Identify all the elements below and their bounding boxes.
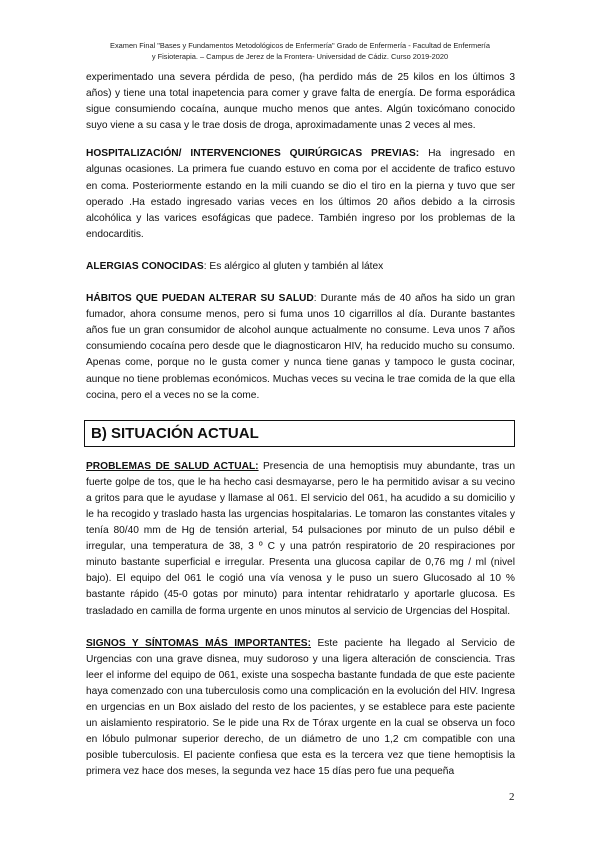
paragraph-problemas	[86, 459, 515, 620]
text-hospitalizacion: Ha ingresado en algunas ocasiones. La primera fue cuando estuvo en coma por el accidente de trafico estuvo en coma. Posteriormente estando en la mili cuando se dio el tiro en la pierna y tuvo que ser operado .Ha estado ingresado varias veces en los últimos 20 años debido a la cirrosis alcohólica y las varices esofágicas que padece. También ingreso por los problemas de la endocarditis.	[86, 148, 515, 240]
heading-alergias: ALERGIAS CONOCIDAS	[86, 260, 204, 272]
text-alergias: : Es alérgico al gluten y también al látex	[203, 260, 384, 272]
heading-hospitalizacion: HOSPITALIZACIÓN/ INTERVENCIONES QUIRÚRGICAS PREVIAS:	[86, 148, 420, 160]
paragraph-continuation: experimentado una severa pérdida de peso, (ha perdido más de 25 kilos en los últimos 3 años) y tiene una total inapetencia para comer y grave falta de energía. De forma esporádica sigue consumiendo cocaína, aunque mucho menos que antes. Algún toxicómano conocido suyo viene a su casa y le trae dosis de droga, aproximadamente unas 2 veces al mes.	[86, 72, 515, 132]
document-body	[86, 70, 515, 796]
header-line-2: y Fisioterapia. – Campus de Jerez de la Frontera- Universidad de Cádiz. Curso 2019-2020	[151, 52, 449, 61]
paragraph-signos	[86, 636, 515, 781]
paragraph-hospitalizacion	[86, 146, 515, 243]
text-problemas: Presencia de una hemoptisis muy abundante, tras un fuerte golpe de tos, que le ha hecho casi desmayarse, pero le ha permitido avisar a su vecino a gritos para que le ayudase y llamase al 061. El servicio del 061, ha acudido a su domicilio y le ha recogido y traslado hasta las urgencias hospitalarias. Le tomaron las constantes vitales y tenía 80/40 mm de Hg de tensión arterial, 54 pulsaciones por minuto de un pulso débil e irregular, una temperatura de 38, 3 º C y una patrón respiratorio de 20 respiraciones por minuto bastante superficial e irregular. Presenta una glucosa capilar de 0,76 mg / ml (nivel bajo). El equipo del 061 le cogió una vía venosa y le puso un suero Glucosado al 10 % bastante rápido (45-0 gotas por minuto) para intentar rehidratarlo y aportarle glucosa. Es trasladado en camilla de forma urgente en unos minutos al servicio de Urgencias del Hospital.	[86, 460, 515, 617]
page-number: 2	[509, 791, 515, 803]
text-habitos: : Durante más de 40 años ha sido un gran fumador, ahora consume menos, pero si fuma unos 10 cigarrillos al día. Durante bastantes años fue un gran consumidor de alcohol aunque actualmente no consume. Leva unos 7 años consumiendo cocaína pero desde que le diagnosticaron HIV, ha reducido mucho su consumo. Apenas come, porque no le gusta comer y nunca tiene ganas y tampoco le gusta cocinar, aunque no tiene problemas económicos. Muchas veces su vecina le trae comida de la que ella cocina, pero el a veces no se la come.	[86, 293, 515, 401]
header-line-1: Examen Final "Bases y Fundamentos Metodológicos de Enfermería" Grado de Enfermería - Facultad de Enfermería	[110, 41, 490, 50]
paragraph-habitos	[86, 291, 515, 404]
text-signos: Este paciente ha llegado al Servicio de Urgencias con una grave disnea, muy sudoroso y una ligera alteración de consciencia. Tras leer el informe del equipo de 061, existe una sospecha bastante fundada de que este paciente haya comenzado con una tuberculosis como una complicación en la evolución del HIV. Ingresa en urgencias en un Box aislado del resto de los pacientes, y se establece para este paciente un aislamiento respiratorio. Se le pide una Rx de Tórax urgente en la cual se observa un foco en lóbulo pulmonar superior derecho, de un diámetro de uno 1,2 cm compatible con una posible tuberculosis. El paciente confiesa que esta es la tercera vez que tiene hemoptisis la primera vez hace dos meses, la segunda vez hace 15 días pero fue una pequeña	[86, 637, 515, 778]
paragraph-alergias	[86, 259, 515, 275]
heading-habitos: HÁBITOS QUE PUEDAN ALTERAR SU SALUD	[86, 293, 314, 305]
section-title-situacion-actual: B) SITUACIÓN ACTUAL	[84, 420, 515, 447]
page-header	[0, 40, 600, 62]
heading-problemas: PROBLEMAS DE SALUD ACTUAL:	[86, 460, 259, 472]
heading-signos: SIGNOS Y SÍNTOMAS MÁS IMPORTANTES:	[86, 637, 311, 649]
